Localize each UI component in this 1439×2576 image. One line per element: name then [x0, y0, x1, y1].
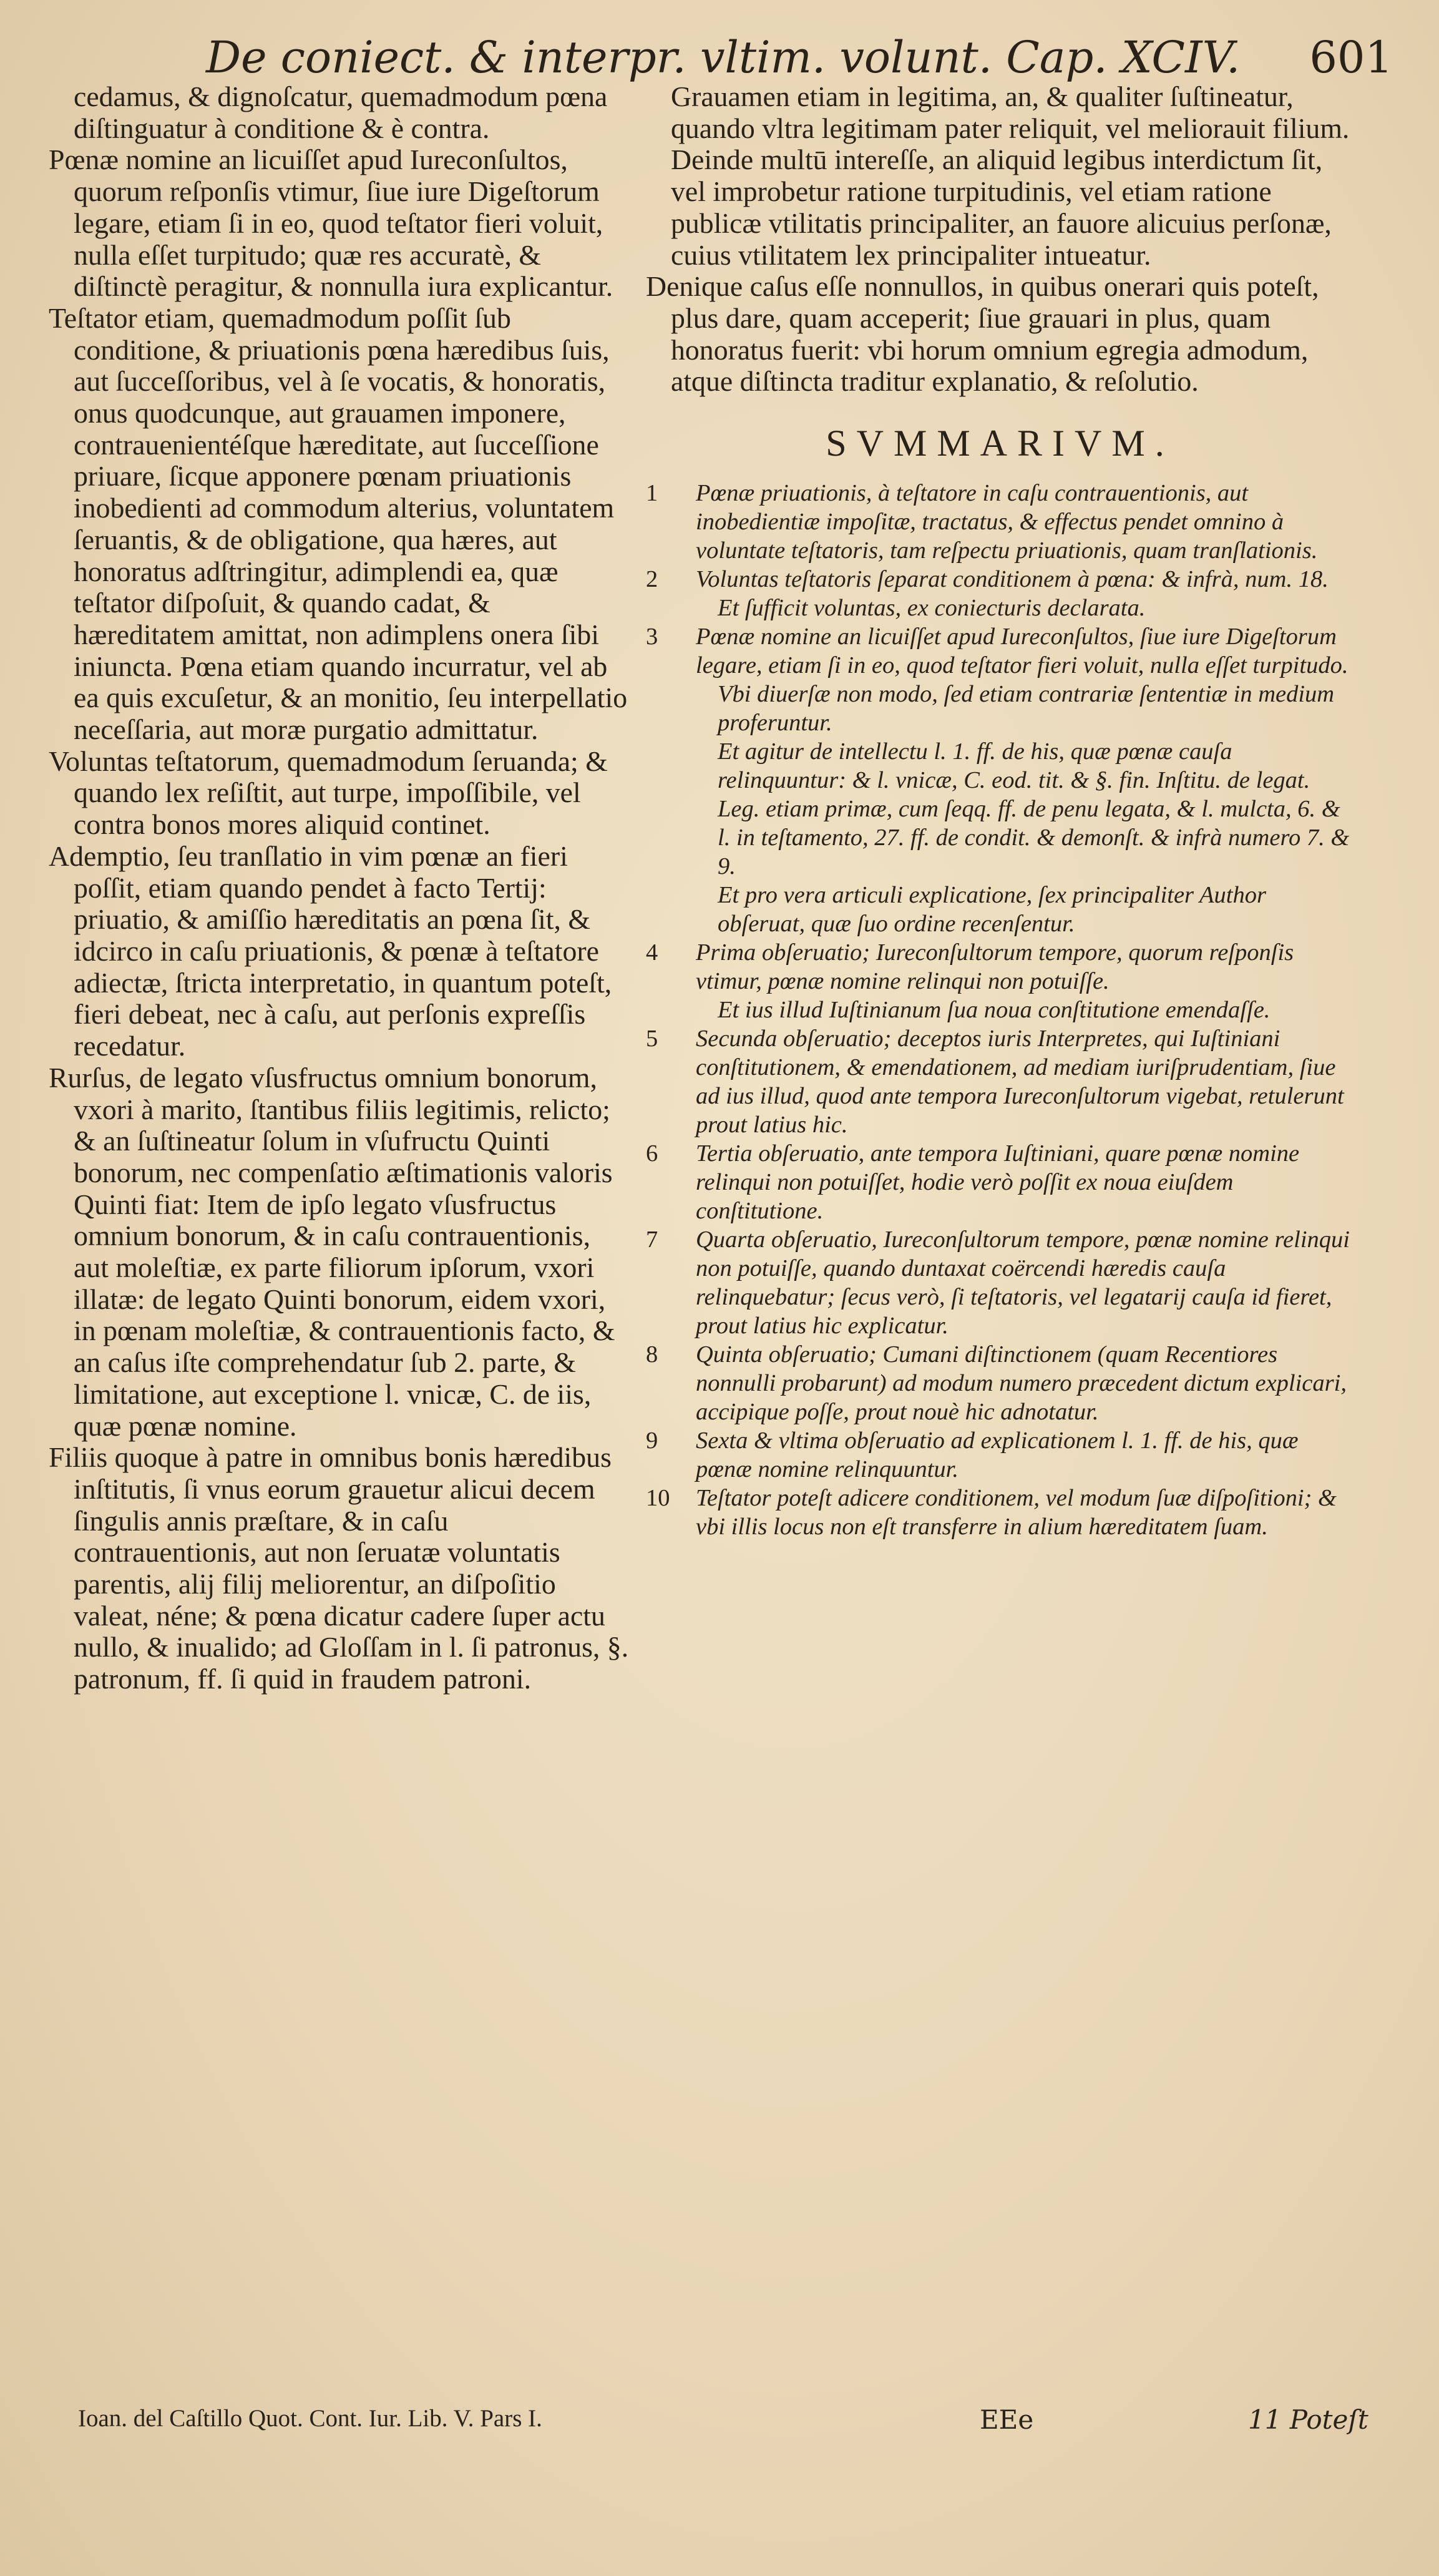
page-number: 601 — [1309, 32, 1393, 83]
summarium-item — [646, 680, 1354, 737]
summarium-heading: SVMMARIVM. — [826, 423, 1174, 464]
right-column — [646, 81, 1354, 1541]
footer-running-title: Ioan. del Caſtillo Quot. Cont. Iur. Lib. V. Pars I. — [78, 2405, 542, 2432]
right-paragraphs — [646, 81, 1354, 398]
summarium-item — [646, 479, 1354, 565]
summarium-text: Et ſufficit voluntas, ex coniecturis declarata. — [718, 595, 1146, 622]
summarium-number: 3 — [646, 624, 658, 650]
summarium-text: Voluntas teſtatoris ſeparat conditionem à pœna: & infrà, num. 18. — [696, 566, 1329, 593]
paragraph: Denique caſus eſſe nonnullos, in quibus onerari quis poteſt, plus dare, quam acceperit; ſiue grauari in plus, quam honoratus fuerit: vbi horum omnium egregia admodum, atque diſtincta traditur explanatio, & reſolutio. — [646, 270, 1319, 398]
summarium-item — [646, 1426, 1354, 1484]
summarium-item — [646, 1139, 1354, 1225]
summarium-item — [646, 795, 1354, 881]
summarium-text: Et agitur de intellectu l. 1. ff. de his, quæ pœnæ cauſa relinquuntur: & l. vnicæ, C. eod. tit. & §. fin. Inſtitu. de legat. — [718, 738, 1310, 794]
summarium-item — [646, 938, 1354, 996]
summarium-item — [646, 594, 1354, 622]
summarium-text: Et ius illud Iuſtinianum ſua noua conſtitutione emendaſſe. — [718, 997, 1271, 1024]
summarium-number: 4 — [646, 939, 658, 966]
summarium-text: Quarta obſeruatio, Iureconſultorum tempore, pœnæ nomine relinqui non potuiſſe, quando duntaxat coërcendi hæredis cauſa relinquebatur; ſecus verò, ſi teſtatoris, vel legatarij cauſa id fieret, prout latius hic explicatur. — [696, 1227, 1350, 1339]
summarium-number: 10 — [646, 1485, 670, 1512]
summarium-text: Teſtator poteſt adicere conditionem, vel modum ſuæ diſpoſitioni; & vbi illis locus non eſt transferre in alium hæreditatem ſuam. — [696, 1485, 1337, 1540]
summarium-number: 5 — [646, 1026, 658, 1052]
summarium-number: 6 — [646, 1140, 658, 1167]
paragraph: Ademptio, ſeu tranſlatio in vim pœnæ an fieri poſſit, etiam quando pendet à facto Tertij: priuatio, & amiſſio hæreditatis an pœna ſit, & idcirco in caſu priuationis, & pœnæ à teſtatore adiectæ, ſtricta interpretatio, in quantum poteſt, fieri debeat, nec à caſu, aut perſonis expreſſis recedatur. — [49, 840, 612, 1062]
paragraph: Pœnæ nomine an licuiſſet apud Iureconſultos, quorum reſponſis vtimur, ſiue iure Digeſtorum legare, etiam ſi in eo, quod teſtator fieri voluit, nulla eſſet turpitudo; quæ res accuratè, & diſtinctè peragitur, & nonnulla iura explicantur. — [49, 144, 613, 303]
paragraph: Rurſus, de legato vſusfructus omnium bonorum, vxori à marito, ſtantibus filiis legitimis, relicto; & an ſuſtineatur ſolum in vſufructu Quinti bonorum, nec compenſatio æſtimationis valoris Quinti fiat: Item de ipſo legato vſusfructus omnium bonorum, & in caſu contrauentionis, aut moleſtiæ, ex parte filiorum ipſorum, vxori illatæ: de legato Quinti bonorum, eidem vxori, in pœnam moleſtiæ, & contrauentionis facto, & an caſus iſte comprehendatur ſub 2. parte, & limitatione, aut exceptione l. vnicæ, C. de iis, quæ pœnæ nomine. — [49, 1061, 615, 1442]
summarium-number: 1 — [646, 480, 658, 507]
left-column — [49, 81, 632, 1695]
summarium-item — [646, 622, 1354, 680]
summarium-text: Prima obſeruatio; Iureconſultorum tempore, quorum reſponſis vtimur, pœnæ nomine relinqui non potuiſſe. — [696, 939, 1294, 995]
summarium-text: Leg. etiam primæ, cum ſeqq. ff. de penu legata, & l. mulcta, 6. & l. in teſtamento, 27. ff. de condit. & demonſt. & infrà numero 7. & 9. — [718, 796, 1350, 880]
summarium-item — [646, 737, 1354, 795]
summarium-text: Quinta obſeruatio; Cumani diſtinctionem (quam Recentiores nonnulli probarunt) ad modum numero præcedent dictum explicari, accipique poſſe, prout nouè hic adnotatur. — [696, 1341, 1347, 1426]
summarium-item — [646, 996, 1354, 1024]
summarium-text: Sexta & vltima obſeruatio ad explicationem l. 1. ff. de his, quæ pœnæ nomine relinquuntur. — [696, 1428, 1299, 1483]
summarium-text: Et pro vera articuli explicatione, ſex principaliter Author obſeruat, quæ ſuo ordine recenſentur. — [718, 882, 1266, 938]
summarium-item — [646, 1340, 1354, 1426]
paragraph: Grauamen etiam in legitima, an, & qualiter ſuſtineatur, quando vltra legitimam pater reliquit, vel meliorauit filium. Deinde multū intereſſe, an aliquid legibus interdictum ſit, vel improbetur ratione turpitudinis, vel etiam ratione publicæ vtilitatis principaliter, an fauore alicuius perſonæ, cuius vtilitatem lex principaliter intueatur. — [671, 81, 1350, 271]
summarium-item — [646, 1484, 1354, 1541]
summarium-number: 8 — [646, 1341, 658, 1368]
summarium-text: Vbi diuerſæ non modo, ſed etiam contrariæ ſententiæ in medium proferuntur. — [718, 681, 1335, 737]
summarium-text: Secunda obſeruatio; deceptos iuris Interpretes, qui Iuſtiniani conſtitutionem, & emendationem, ad mediam iuriſprudentiam, ſiue ad ius illud, quod ante tempora Iureconſultorum vigebat, retulerunt prout latius hic. — [696, 1026, 1344, 1139]
header-title: De coniect. & interpr. vltim. volunt. Cap. XCIV. — [206, 32, 1241, 83]
summarium-text: Tertia obſeruatio, ante tempora Iuſtiniani, quare pœnæ nomine relinqui non potuiſſet, hodie verò poſſit ex noua eiuſdem conſtitutione. — [696, 1140, 1300, 1225]
paragraph: Teſtator etiam, quemadmodum poſſit ſub conditione, & priuationis pœna hæredibus ſuis, aut ſucceſſoribus, vel à ſe vocatis, & honoratis, onus quodcunque, aut grauamen imponere, contrauenientéſque hæreditate, aut ſucceſſione priuare, ſicque apponere pœnam priuationis inobedienti ad commodum alterius, voluntatem ſeruantis, & de obligatione, qua hæres, aut honoratus adſtringitur, adimplendi ea, quæ teſtator diſpoſuit, & quando cadat, & hæreditatem amittat, non adimplens onera ſibi iniuncta. Pœna etiam quando incurratur, vel ab ea quis excuſetur, & an monitio, ſeu interpellatio neceſſaria, aut moræ purgatio admittatur. — [49, 301, 628, 746]
signature-mark: EEe — [980, 2404, 1034, 2435]
summarium-number: 7 — [646, 1227, 658, 1253]
paragraph: Voluntas teſtatorum, quemadmodum ſeruanda; & quando lex reſiſtit, aut turpe, impoſſibile, vel contra bonos mores aliquid continet. — [49, 745, 608, 841]
summarium-list — [646, 479, 1354, 1541]
summarium-text: Pœnæ priuationis, à teſtatore in caſu contrauentionis, aut inobedientiæ impoſitæ, tractatus, & effectus pendet omnino à voluntate teſtatoris, tam reſpectu priuationis, quam tranſlationis. — [696, 480, 1318, 564]
summarium-item — [646, 881, 1354, 938]
summarium-item — [646, 1024, 1354, 1139]
summarium-number: 2 — [646, 566, 658, 593]
paragraph: Filiis quoque à patre in omnibus bonis hæredibus inſtitutis, ſi vnus eorum grauetur alicui decem ſingulis annis præſtare, & in caſu contrauentionis, aut non ſeruatæ voluntatis parentis, alij filij meliorentur, an diſpoſitio valeat, néne; & pœna dicatur cadere ſuper actu nullo, & inualido; ad Gloſſam in l. ſi patronus, §. patronum, ff. ſi quid in fraudem patroni. — [49, 1441, 629, 1695]
summarium-number: 9 — [646, 1428, 658, 1454]
running-header — [206, 26, 1404, 89]
catchword: 11 Poteſt — [1248, 2404, 1368, 2435]
summarium-text: Pœnæ nomine an licuiſſet apud Iureconſultos, ſiue iure Digeſtorum legare, etiam ſi in eo, quod teſtator fieri voluit, nulla eſſet turpitudo. — [696, 624, 1349, 679]
paragraph: cedamus, & dignoſcatur, quemadmodum pœna diſtinguatur à conditione & è contra. — [74, 81, 608, 144]
summarium-item — [646, 565, 1354, 594]
summarium-item — [646, 1225, 1354, 1340]
